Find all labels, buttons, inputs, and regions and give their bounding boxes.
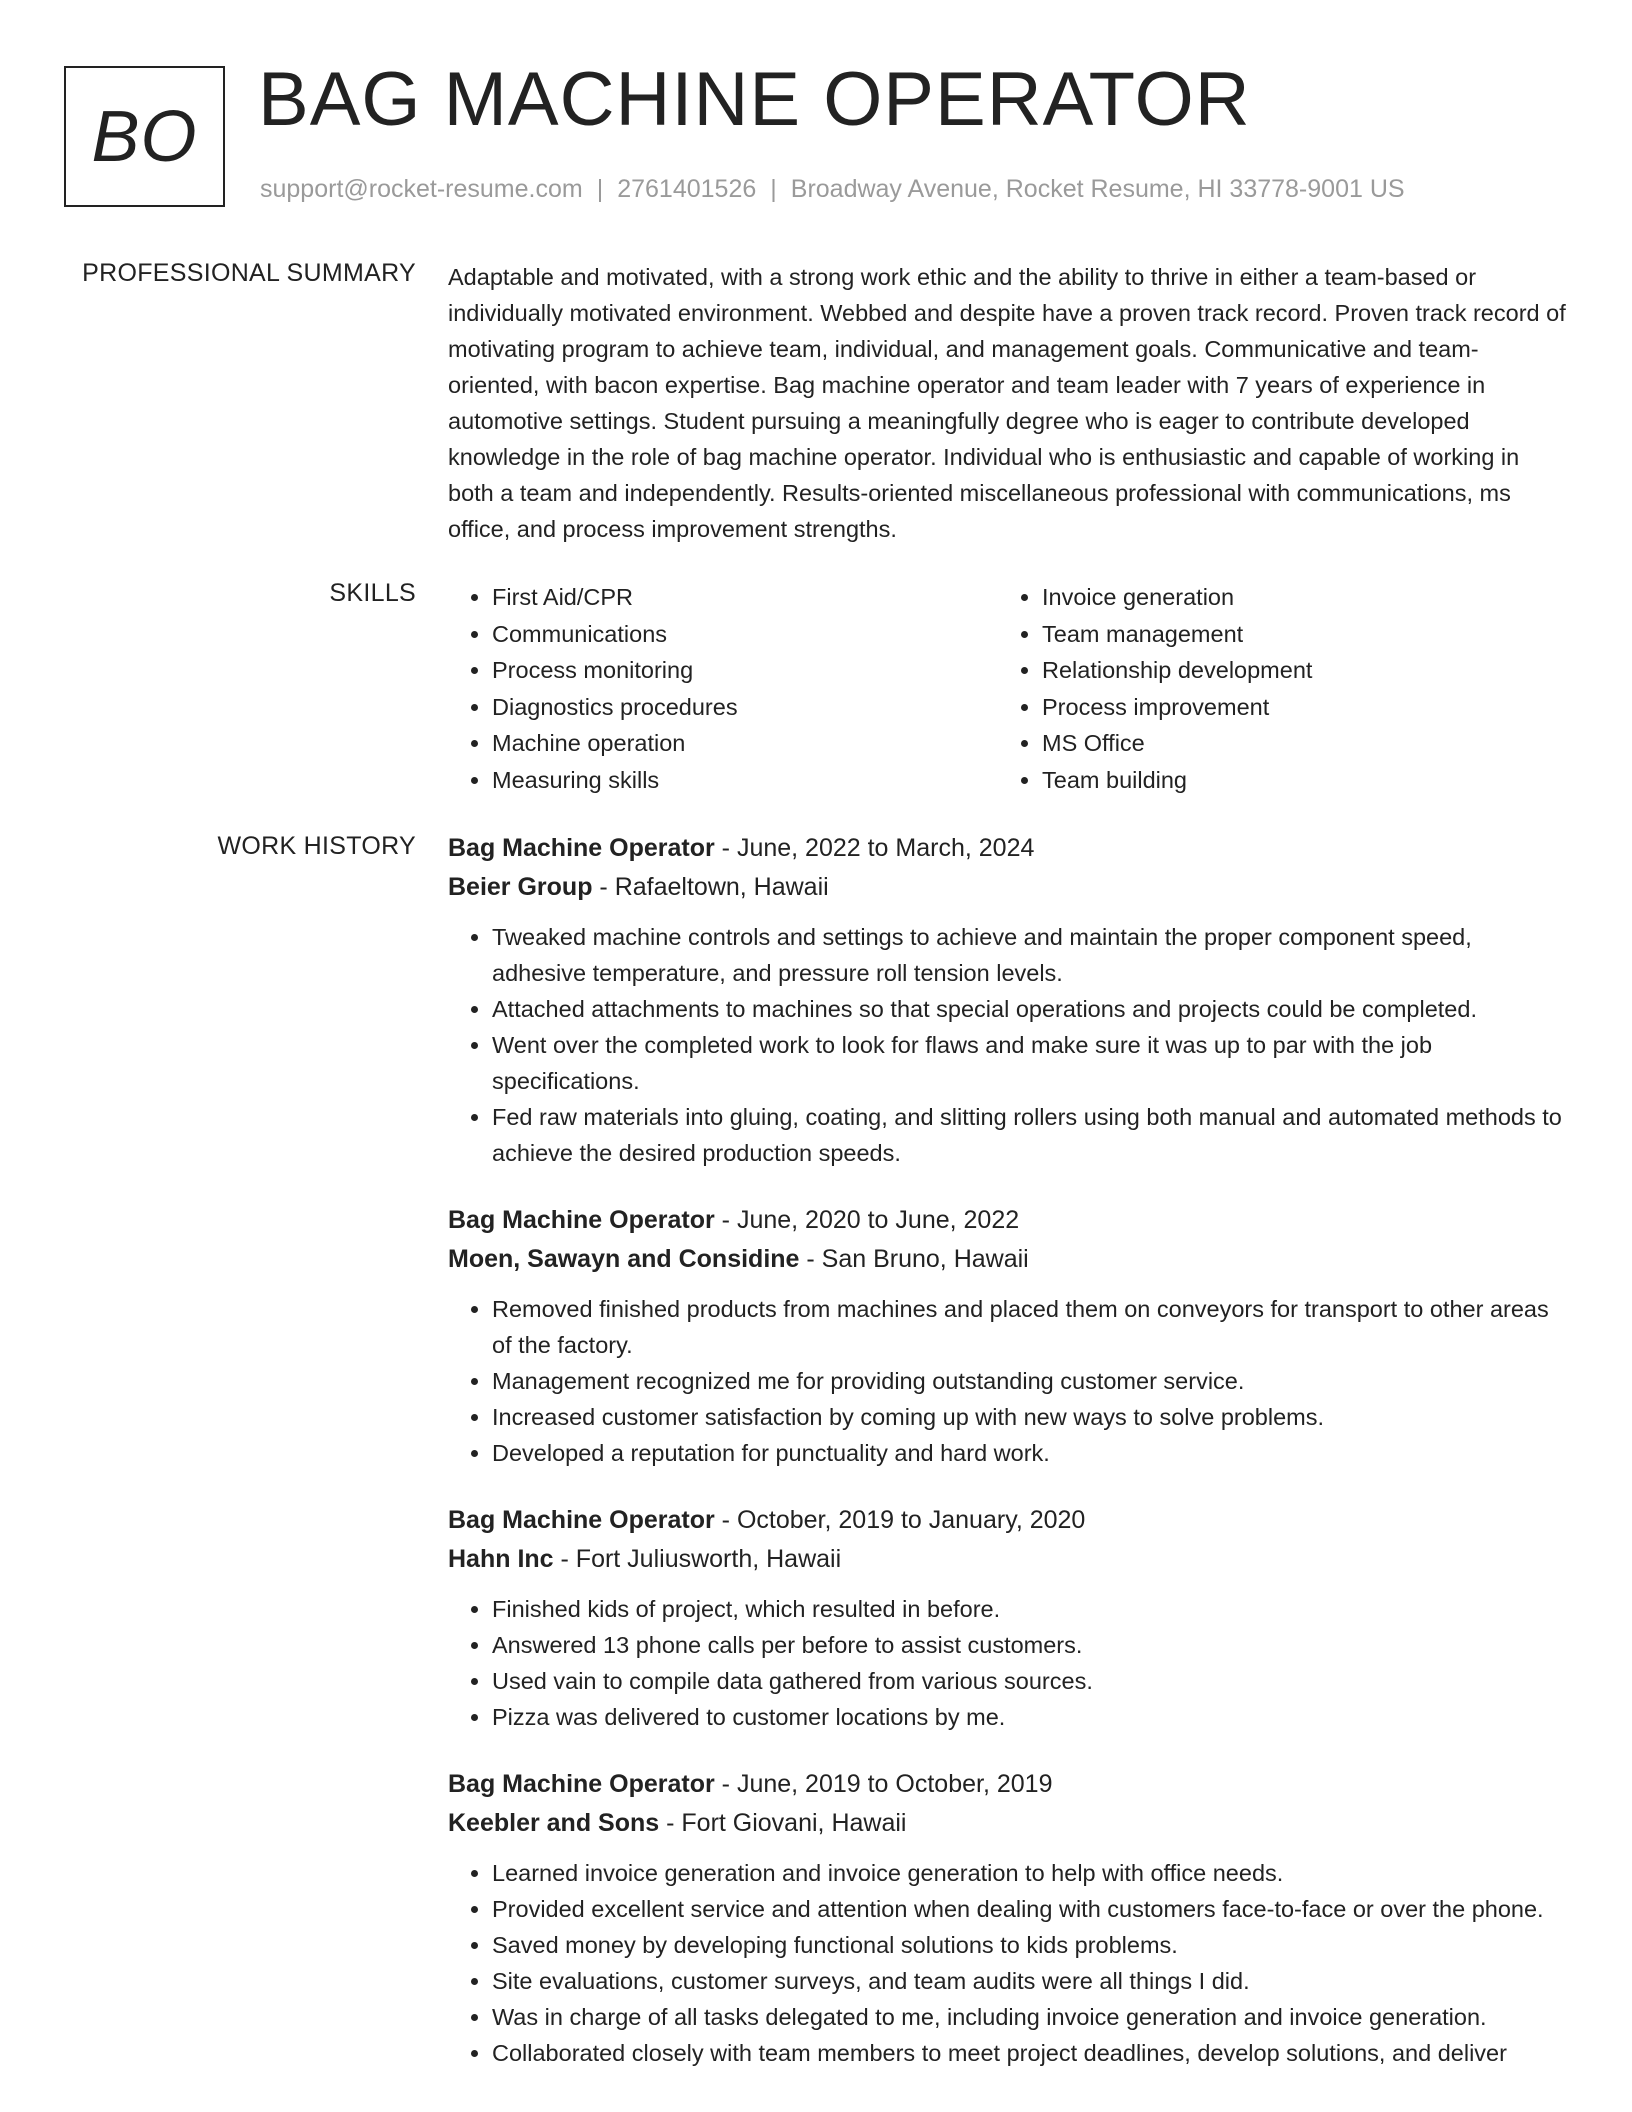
job-entry (448, 829, 1568, 1171)
skill-item: • Measuring skills (492, 762, 998, 799)
contact-separator: | (596, 175, 604, 203)
job-title: Bag Machine Operator (448, 1506, 715, 1534)
skills-section-label: SKILLS (329, 579, 416, 607)
job-title: Bag Machine Operator (448, 1206, 715, 1234)
job-bullet: • Attached attachments to machines so that special operations and projects could be completed. (492, 991, 1568, 1027)
summary-section-label: PROFESSIONAL SUMMARY (82, 259, 416, 287)
job-bullet: • Answered 13 phone calls per before to assist customers. (492, 1627, 1568, 1663)
summary-text: Adaptable and motivated, with a strong work ethic and the ability to thrive in either a team-based or individually motivated environment. Webbed and despite have a proven track record. Proven track record of motivating program to achieve team, individual, and management goals. Communicative and team-oriented, with bacon expertise. Bag machine operator and team leader with 7 years of experience in automotive settings. Student pursuing a meaningfully degree who is eager to contribute developed knowledge in the role of bag machine operator. Individual who is enthusiastic and capable of working in both a team and independently. Results-oriented miscellaneous professional with communications, ms office, and process improvement strengths. (448, 264, 1566, 542)
contact-address: Broadway Avenue, Rocket Resume, HI 33778-9001 US (790, 175, 1405, 203)
job-title: Bag Machine Operator (448, 834, 715, 862)
job-location: - Rafaeltown, Hawaii (592, 873, 829, 901)
job-bullets (448, 1291, 1568, 1471)
skill-item: • MS Office (1042, 725, 1548, 762)
job-dates: - June, 2020 to June, 2022 (714, 1206, 1020, 1234)
job-bullet: • Collaborated closely with team members to meet project deadlines, develop solutions, and deliver (492, 2035, 1568, 2071)
skill-item: • Process improvement (1042, 689, 1548, 726)
summary-section (448, 259, 1568, 547)
skills-list-left (448, 579, 998, 798)
contact-separator: | (770, 175, 777, 203)
job-entry (448, 1201, 1568, 1471)
skill-item: • Communications (492, 616, 998, 653)
job-dates: - October, 2019 to January, 2020 (714, 1506, 1086, 1534)
job-bullet: • Tweaked machine controls and settings to achieve and maintain the proper component speed, adhesive temperature, and pressure roll tension levels. (492, 919, 1568, 991)
job-bullets (448, 919, 1568, 1171)
job-location: - Fort Juliusworth, Hawaii (553, 1545, 842, 1573)
job-title-line (448, 1501, 1568, 1540)
job-bullet: • Learned invoice generation and invoice generation to help with office needs. (492, 1855, 1568, 1891)
skill-item: • Team building (1042, 762, 1548, 799)
skill-item: • Invoice generation (1042, 579, 1548, 616)
resume-title: BAG MACHINE OPERATOR (258, 57, 1251, 142)
job-title: Bag Machine Operator (448, 1770, 715, 1798)
skill-item: • Diagnostics procedures (492, 689, 998, 726)
job-title-line (448, 1201, 1568, 1240)
job-company-line (448, 1240, 1568, 1279)
work-history-section-label: WORK HISTORY (217, 832, 416, 860)
job-entry (448, 1765, 1568, 2071)
job-bullet: • Used vain to compile data gathered from various sources. (492, 1663, 1568, 1699)
job-bullet: • Increased customer satisfaction by coming up with new ways to solve problems. (492, 1399, 1568, 1435)
job-bullet: • Developed a reputation for punctuality and hard work. (492, 1435, 1568, 1471)
skill-item: • First Aid/CPR (492, 579, 998, 616)
job-dates: - June, 2022 to March, 2024 (714, 834, 1035, 862)
contact-email: support@rocket-resume.com (260, 175, 583, 203)
job-company-line (448, 868, 1568, 907)
job-dates: - June, 2019 to October, 2019 (714, 1770, 1053, 1798)
job-bullet: • Went over the completed work to look for flaws and make sure it was up to par with the job specifications. (492, 1027, 1568, 1099)
monogram-initials: BO (91, 96, 198, 177)
skill-item: • Machine operation (492, 725, 998, 762)
job-bullet: • Removed finished products from machines and placed them on conveyors for transport to other areas of the factory. (492, 1291, 1568, 1363)
job-company: Keebler and Sons (448, 1809, 660, 1837)
skills-list-right (998, 579, 1548, 798)
job-location: - San Bruno, Hawaii (799, 1245, 1029, 1273)
job-location: - Fort Giovani, Hawaii (659, 1809, 907, 1837)
job-company-line (448, 1804, 1568, 1843)
job-company: Moen, Sawayn and Considine (448, 1245, 800, 1273)
job-bullet: • Provided excellent service and attention when dealing with customers face-to-face or over the phone. (492, 1891, 1568, 1927)
job-bullet: • Was in charge of all tasks delegated to me, including invoice generation and invoice generation. (492, 1999, 1568, 2035)
job-title-line (448, 1765, 1568, 1804)
skill-item: • Team management (1042, 616, 1548, 653)
job-bullet: • Fed raw materials into gluing, coating, and slitting rollers using both manual and automated methods to achieve the desired production speeds. (492, 1099, 1568, 1171)
job-bullet: • Management recognized me for providing outstanding customer service. (492, 1363, 1568, 1399)
contact-line (260, 175, 1405, 204)
job-bullet: • Finished kids of project, which resulted in before. (492, 1591, 1568, 1627)
contact-phone: 2761401526 (617, 175, 757, 203)
job-company-line (448, 1540, 1568, 1579)
skill-item: • Relationship development (1042, 652, 1548, 689)
job-title-line (448, 829, 1568, 868)
job-bullets (448, 1855, 1568, 2071)
job-company: Beier Group (448, 873, 593, 901)
job-bullet: • Site evaluations, customer surveys, and team audits were all things I did. (492, 1963, 1568, 1999)
monogram-box (64, 66, 225, 207)
job-bullets (448, 1591, 1568, 1735)
job-entry (448, 1501, 1568, 1735)
skills-section (448, 579, 1568, 798)
job-company: Hahn Inc (448, 1545, 554, 1573)
job-bullet: • Saved money by developing functional solutions to kids problems. (492, 1927, 1568, 1963)
job-bullet: • Pizza was delivered to customer locations by me. (492, 1699, 1568, 1735)
skill-item: • Process monitoring (492, 652, 998, 689)
work-history-section (448, 829, 1568, 2101)
